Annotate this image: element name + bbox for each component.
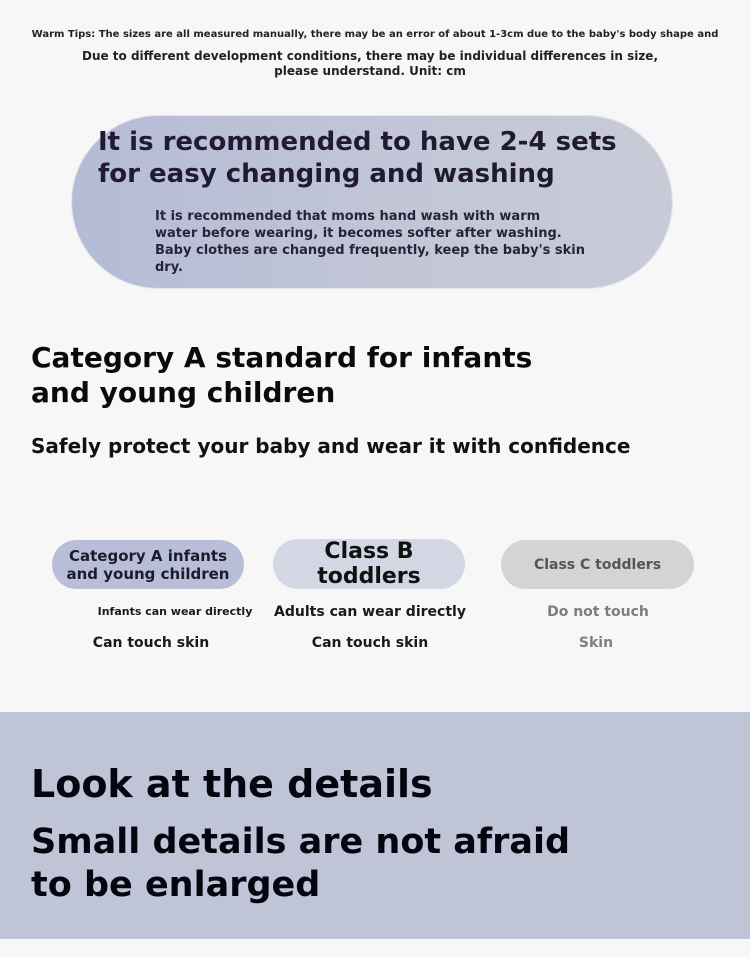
recommendation-text: It is recommended that moms hand wash with warm water before wearing, it becomes softer after washing. Baby clothes are changed frequently, keep the baby's skin dry. <box>155 209 585 275</box>
class-a-badge: Category A infants and young children <box>52 540 244 589</box>
class-a-note-1: Infants can wear directly <box>97 605 253 618</box>
category-title: Category A standard for infants and young children <box>31 341 533 409</box>
warm-tips-line-2: Due to different development conditions, there may be individual differences in size, please understand. Unit: cm <box>81 49 659 78</box>
category-subtitle: Safely protect your baby and wear it with confidence <box>31 434 631 458</box>
class-b-note-2: Can touch skin <box>311 635 429 651</box>
details-title: Look at the details <box>31 762 433 806</box>
recommendation-title: It is recommended to have 2-4 sets for easy changing and washing <box>98 127 617 189</box>
class-c-badge: Class C toddlers <box>501 540 694 589</box>
class-b-badge: Class B toddlers <box>273 539 465 589</box>
class-b-note-1: Adults can wear directly <box>274 604 466 620</box>
class-a-note-2: Can touch skin <box>92 635 210 651</box>
details-subtitle: Small details are not afraid to be enlarged <box>31 822 571 905</box>
recommendation-card <box>72 116 672 288</box>
details-section <box>0 712 750 939</box>
warm-tips-line-1: Warm Tips: The sizes are all measured manually, there may be an error of about 1-3cm due to the baby's body shape and <box>31 29 719 40</box>
class-c-note-1: Do not touch <box>547 604 649 620</box>
class-c-note-2: Skin <box>578 635 614 651</box>
